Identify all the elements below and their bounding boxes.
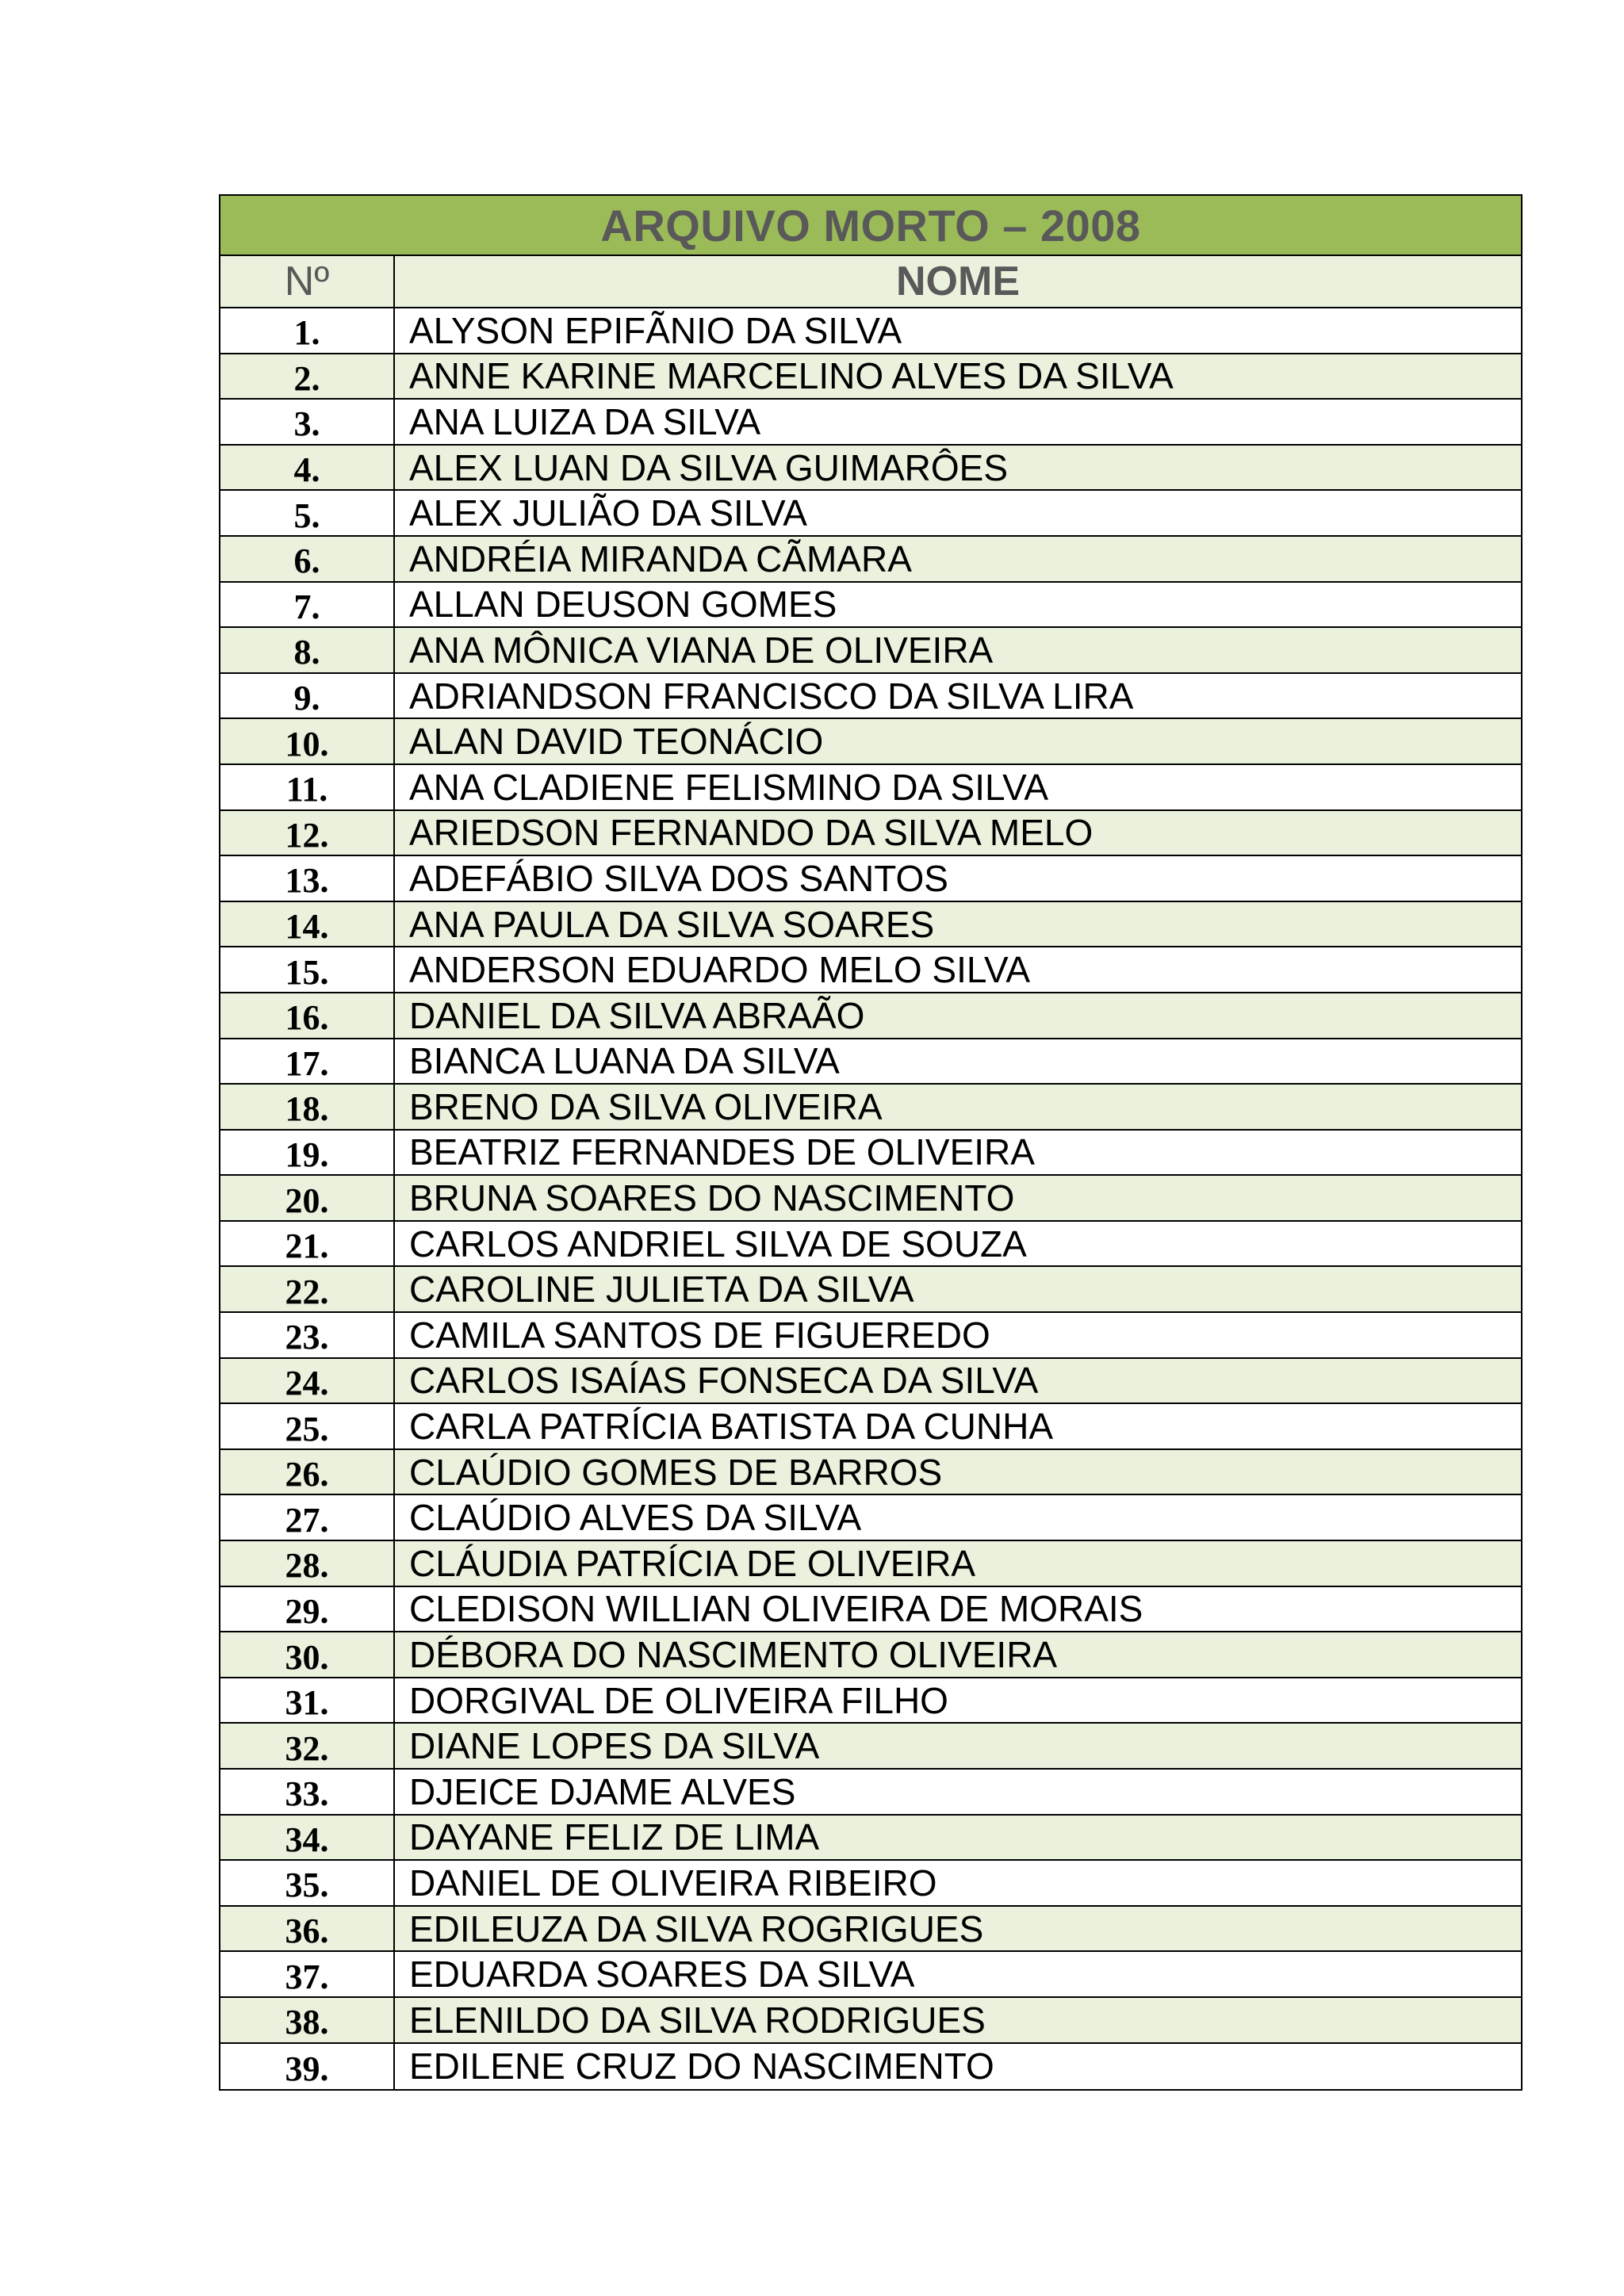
row-number-cell: [220, 719, 395, 763]
row-name: CLEDISON WILLIAN OLIVEIRA DE MORAIS: [409, 1588, 1143, 1630]
row-number-cell: [220, 446, 395, 490]
row-number: 18.: [285, 1089, 329, 1129]
table-row: [220, 1313, 1521, 1359]
row-name: ANDERSON EDUARDO MELO SILVA: [409, 949, 1031, 991]
row-name: EDUARDA SOARES DA SILVA: [409, 1954, 915, 1996]
row-number-cell: [220, 308, 395, 353]
row-name: EDILEUZA DA SILVA ROGRIGUES: [409, 1908, 984, 1950]
row-number: 6.: [293, 541, 320, 581]
table-row: [220, 1450, 1521, 1496]
row-number-cell: [220, 1222, 395, 1266]
row-number: 29.: [285, 1591, 329, 1631]
row-number: 33.: [285, 1774, 329, 1814]
row-number-cell: [220, 993, 395, 1038]
header-number-label: Nº: [284, 258, 330, 304]
row-number: 30.: [285, 1637, 329, 1677]
row-number: 27.: [285, 1500, 329, 1540]
row-number-cell: [220, 1176, 395, 1220]
row-name-cell: [395, 1085, 1521, 1129]
row-number: 2.: [293, 358, 320, 398]
row-name-cell: [395, 947, 1521, 992]
row-number: 8.: [293, 633, 320, 672]
table-row: [220, 1404, 1521, 1450]
table-row: [220, 719, 1521, 765]
table-row: [220, 993, 1521, 1039]
row-number-cell: [220, 811, 395, 855]
row-number: 17.: [285, 1043, 329, 1083]
row-name: DORGIVAL DE OLIVEIRA FILHO: [409, 1679, 948, 1721]
row-name: ALAN DAVID TEONÁCIO: [409, 721, 824, 763]
table-row: [220, 308, 1521, 354]
table-row: [220, 902, 1521, 948]
table-row: [220, 1952, 1521, 1998]
row-number: 36.: [285, 1911, 329, 1951]
row-number-cell: [220, 1724, 395, 1768]
row-number: 26.: [285, 1455, 329, 1494]
row-number-cell: [220, 1039, 395, 1084]
row-name-cell: [395, 2044, 1521, 2090]
row-name-cell: [395, 1907, 1521, 1951]
row-name-cell: [395, 1861, 1521, 1905]
table-row: [220, 1085, 1521, 1131]
table-row: [220, 947, 1521, 993]
row-number: 16.: [285, 998, 329, 1038]
row-name: CARLA PATRÍCIA BATISTA DA CUNHA: [409, 1406, 1054, 1448]
row-name: ALLAN DEUSON GOMES: [409, 584, 837, 626]
row-number: 7.: [293, 587, 320, 626]
row-name-cell: [395, 446, 1521, 490]
row-number: 14.: [285, 907, 329, 947]
row-number-cell: [220, 1495, 395, 1540]
row-number-cell: [220, 1816, 395, 1860]
row-number-cell: [220, 1861, 395, 1905]
row-number: 39.: [285, 2049, 329, 2088]
row-name: ARIEDSON FERNANDO DA SILVA MELO: [409, 812, 1094, 854]
row-number-cell: [220, 856, 395, 901]
row-number: 19.: [285, 1135, 329, 1174]
row-name-cell: [395, 1678, 1521, 1723]
row-name: ADRIANDSON FRANCISCO DA SILVA LIRA: [409, 675, 1134, 717]
row-number: 21.: [285, 1226, 329, 1266]
table-row: [220, 354, 1521, 400]
row-name-cell: [395, 1587, 1521, 1632]
row-name-cell: [395, 1724, 1521, 1768]
row-number-cell: [220, 1450, 395, 1494]
table-title: ARQUIVO MORTO – 2008: [600, 200, 1141, 251]
row-name: ANA PAULA DA SILVA SOARES: [409, 903, 935, 945]
row-name: DÉBORA DO NASCIMENTO OLIVEIRA: [409, 1634, 1058, 1676]
header-number-cell: [220, 256, 395, 307]
row-number: 34.: [285, 1820, 329, 1859]
row-number-cell: [220, 354, 395, 399]
row-name: ANA MÔNICA VIANA DE OLIVEIRA: [409, 629, 994, 671]
row-number: 9.: [293, 679, 320, 718]
row-name-cell: [395, 1541, 1521, 1586]
row-name: ALEX LUAN DA SILVA GUIMARÔES: [409, 446, 1009, 488]
row-name-cell: [395, 674, 1521, 718]
row-name: DIANE LOPES DA SILVA: [409, 1725, 820, 1767]
row-number-cell: [220, 1541, 395, 1586]
row-name: DANIEL DA SILVA ABRAÃO: [409, 994, 865, 1036]
row-number: 10.: [285, 724, 329, 763]
row-number: 1.: [293, 313, 320, 353]
row-name-cell: [395, 902, 1521, 947]
row-number: 23.: [285, 1318, 329, 1357]
row-name: CARLOS ISAÍAS FONSECA DA SILVA: [409, 1360, 1039, 1402]
table-row: [220, 856, 1521, 902]
row-number: 22.: [285, 1272, 329, 1311]
row-name-cell: [395, 1816, 1521, 1860]
row-number-cell: [220, 1952, 395, 1996]
row-name-cell: [395, 1450, 1521, 1494]
row-name-cell: [395, 993, 1521, 1038]
row-name-cell: [395, 1952, 1521, 1996]
row-number: 37.: [285, 1957, 329, 1996]
header-name-label: NOME: [896, 258, 1020, 304]
row-name: BRUNA SOARES DO NASCIMENTO: [409, 1177, 1015, 1219]
row-name-cell: [395, 1404, 1521, 1448]
row-name-cell: [395, 856, 1521, 901]
row-number: 28.: [285, 1546, 329, 1586]
row-name: ANA CLADIENE FELISMINO DA SILVA: [409, 766, 1049, 808]
table-row: [220, 1495, 1521, 1541]
row-name-cell: [395, 537, 1521, 581]
row-number-cell: [220, 1907, 395, 1951]
table-row: [220, 1131, 1521, 1177]
row-name: ELENILDO DA SILVA RODRIGUES: [409, 1999, 986, 2041]
row-name-cell: [395, 719, 1521, 763]
row-number: 5.: [293, 496, 320, 535]
row-name-cell: [395, 1495, 1521, 1540]
table-row: [220, 1861, 1521, 1907]
row-name: BEATRIZ FERNANDES DE OLIVEIRA: [409, 1131, 1035, 1173]
row-name-cell: [395, 354, 1521, 399]
row-number-cell: [220, 947, 395, 992]
row-number-cell: [220, 2044, 395, 2090]
table-row: [220, 1359, 1521, 1405]
table-row: [220, 1770, 1521, 1816]
table-row: [220, 1541, 1521, 1587]
row-name: DAYANE FELIZ DE LIMA: [409, 1816, 820, 1858]
row-number: 35.: [285, 1866, 329, 1905]
row-number-cell: [220, 1678, 395, 1723]
row-name: ANA LUIZA DA SILVA: [409, 400, 761, 442]
row-name: ANDRÉIA MIRANDA CÃMARA: [409, 538, 912, 580]
row-number: 3.: [293, 404, 320, 444]
row-number-cell: [220, 1632, 395, 1677]
row-name-cell: [395, 1222, 1521, 1266]
table-row: [220, 1039, 1521, 1085]
row-number-cell: [220, 537, 395, 581]
row-number: 15.: [285, 952, 329, 992]
row-name: CLÁUDIA PATRÍCIA DE OLIVEIRA: [409, 1542, 976, 1584]
row-name: ALEX JULIÃO DA SILVA: [409, 492, 807, 534]
row-name-cell: [395, 1770, 1521, 1814]
row-name-cell: [395, 1039, 1521, 1084]
table-row: [220, 1998, 1521, 2044]
row-name-cell: [395, 1359, 1521, 1403]
table-row: [220, 583, 1521, 629]
row-name-cell: [395, 400, 1521, 444]
table-row: [220, 446, 1521, 492]
row-number-cell: [220, 1131, 395, 1175]
table-row: [220, 1724, 1521, 1770]
row-name-cell: [395, 583, 1521, 627]
row-number-cell: [220, 1313, 395, 1357]
row-number: 4.: [293, 450, 320, 490]
row-number-cell: [220, 1998, 395, 2042]
row-number: 12.: [285, 815, 329, 855]
row-number: 11.: [285, 770, 328, 809]
row-number-cell: [220, 1587, 395, 1632]
table-row: [220, 674, 1521, 720]
row-number: 20.: [285, 1181, 329, 1220]
row-name-cell: [395, 1176, 1521, 1220]
row-number: 24.: [285, 1363, 329, 1402]
table-row: [220, 1587, 1521, 1633]
row-name-cell: [395, 1998, 1521, 2042]
row-number: 25.: [285, 1409, 329, 1448]
table-row: [220, 2044, 1521, 2090]
row-number-cell: [220, 1404, 395, 1448]
row-name-cell: [395, 628, 1521, 672]
table-header-row: [220, 256, 1521, 308]
row-number-cell: [220, 1085, 395, 1129]
table-row: [220, 811, 1521, 857]
row-name-cell: [395, 1632, 1521, 1677]
row-name: CAMILA SANTOS DE FIGUEREDO: [409, 1314, 990, 1356]
row-name: CLAÚDIO ALVES DA SILVA: [409, 1497, 862, 1539]
row-name: DANIEL DE OLIVEIRA RIBEIRO: [409, 1862, 937, 1904]
row-number: 13.: [285, 861, 329, 901]
row-name: EDILENE CRUZ DO NASCIMENTO: [409, 2045, 994, 2087]
row-name: BRENO DA SILVA OLIVEIRA: [409, 1085, 883, 1127]
row-number: 38.: [285, 2003, 329, 2042]
table-row: [220, 1222, 1521, 1268]
table-row: [220, 1678, 1521, 1724]
row-name-cell: [395, 1313, 1521, 1357]
row-name-cell: [395, 811, 1521, 855]
row-name-cell: [395, 1267, 1521, 1311]
table-row: [220, 491, 1521, 537]
table-row: [220, 1907, 1521, 1953]
archive-table: [219, 194, 1522, 2091]
row-name-cell: [395, 765, 1521, 809]
table-row: [220, 1816, 1521, 1862]
table-body: [220, 308, 1521, 2089]
row-name: ANNE KARINE MARCELINO ALVES DA SILVA: [409, 355, 1174, 397]
row-name: CARLOS ANDRIEL SILVA DE SOUZA: [409, 1223, 1027, 1265]
table-row: [220, 765, 1521, 811]
row-number: 32.: [285, 1728, 329, 1768]
row-number-cell: [220, 765, 395, 809]
row-name: BIANCA LUANA DA SILVA: [409, 1040, 840, 1082]
row-number: 31.: [285, 1683, 329, 1723]
row-number-cell: [220, 628, 395, 672]
row-name: ALYSON EPIFÃNIO DA SILVA: [409, 309, 902, 351]
row-number-cell: [220, 902, 395, 947]
row-number-cell: [220, 583, 395, 627]
row-name: ADEFÁBIO SILVA DOS SANTOS: [409, 857, 948, 899]
row-name-cell: [395, 1131, 1521, 1175]
row-number-cell: [220, 1770, 395, 1814]
row-name: DJEICE DJAME ALVES: [409, 1770, 796, 1812]
table-row: [220, 1176, 1521, 1222]
table-row: [220, 400, 1521, 446]
table-row: [220, 1632, 1521, 1678]
table-row: [220, 537, 1521, 583]
row-name-cell: [395, 491, 1521, 535]
header-name-cell: [395, 256, 1521, 307]
table-row: [220, 1267, 1521, 1313]
row-name: CAROLINE JULIETA DA SILVA: [409, 1269, 914, 1311]
table-title-row: [220, 196, 1521, 256]
row-number-cell: [220, 400, 395, 444]
row-number-cell: [220, 1359, 395, 1403]
row-number-cell: [220, 674, 395, 718]
row-number-cell: [220, 491, 395, 535]
row-name-cell: [395, 308, 1521, 353]
row-name: CLAÚDIO GOMES DE BARROS: [409, 1451, 943, 1493]
table-row: [220, 628, 1521, 674]
row-number-cell: [220, 1267, 395, 1311]
